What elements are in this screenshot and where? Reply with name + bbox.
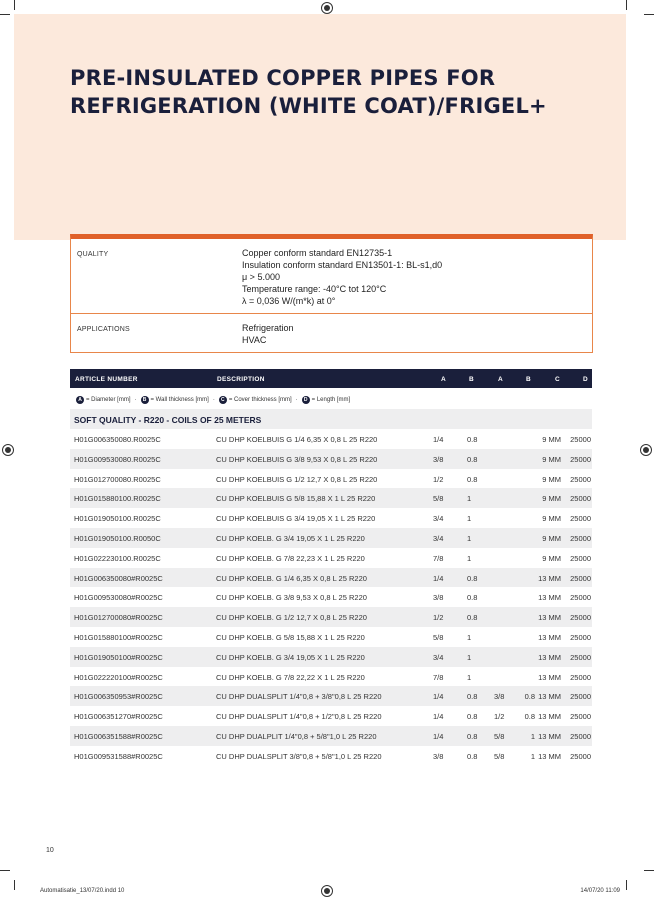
cell-diameter-a: 3/8: [433, 454, 444, 464]
cell-wall-b: 1: [467, 632, 472, 642]
header-b: B: [469, 376, 474, 383]
section-header: [70, 409, 592, 429]
cell-length-d: 25000: [570, 652, 591, 662]
cell-cover-c: 13 MM: [538, 613, 561, 623]
cell-wall-b2: 1: [530, 751, 535, 761]
slug-file-info: Automatisatie_13/07/20.indd 10: [40, 888, 125, 894]
cell-length-d: 25000: [570, 435, 591, 444]
cell-description: CU DHP KOELB. G 7/8 22,23 X 1 L 25 R220: [216, 553, 365, 563]
cell-diameter-a: 7/8: [433, 553, 444, 563]
cell-length-d: 25000: [570, 731, 591, 741]
title-banner: [14, 14, 626, 240]
cell-diameter-a2: 5/8: [494, 731, 505, 741]
cell-diameter-a: 5/8: [433, 632, 444, 642]
registration-mark-icon: [640, 444, 652, 456]
cell-wall-b: 0.8: [467, 454, 478, 464]
cell-wall-b: 0.8: [467, 731, 478, 741]
cell-wall-b: 0.8: [467, 593, 478, 603]
table-row: [70, 548, 592, 568]
table-row: [70, 488, 592, 508]
cell-cover-c: 13 MM: [538, 632, 561, 642]
crop-mark: [14, 0, 15, 10]
cell-diameter-a: 7/8: [433, 672, 444, 682]
cell-length-d: 25000: [570, 593, 591, 603]
crop-mark: [14, 880, 15, 890]
cell-description: CU DHP DUALSPLIT 1/4"0,8 + 1/2"0,8 L 25 R220: [216, 712, 382, 722]
cell-wall-b: 0.8: [467, 712, 478, 722]
cell-article-number: H01G019050100.R0050C: [74, 533, 161, 543]
cell-article-number: H01G006350080.R0025C: [74, 435, 161, 444]
cell-diameter-a: 1/4: [433, 731, 444, 741]
cell-diameter-a2: 3/8: [494, 692, 505, 702]
cell-wall-b: 1: [467, 533, 472, 543]
cell-length-d: 25000: [570, 553, 591, 563]
header-c: C: [555, 376, 560, 383]
cell-article-number: H01G009531588#R0025C: [74, 751, 163, 761]
table-row: [70, 508, 592, 528]
table-row: [70, 627, 592, 647]
header-d: D: [583, 376, 588, 383]
cell-cover-c: 9 MM: [542, 435, 561, 444]
cell-article-number: H01G022230100.R0025C: [74, 553, 161, 563]
legend-badge: A: [76, 396, 84, 404]
cell-cover-c: 9 MM: [542, 514, 561, 524]
cell-wall-b: 0.8: [467, 751, 478, 761]
cell-length-d: 25000: [570, 632, 591, 642]
cell-description: CU DHP DUALPLIT 1/4"0,8 + 5/8"1,0 L 25 R220: [216, 731, 377, 741]
quality-row: [71, 239, 592, 313]
quality-line: μ > 5.000: [242, 272, 280, 282]
page-title: [70, 64, 590, 120]
cell-description: CU DHP KOELB. G 7/8 22,22 X 1 L 25 R220: [216, 672, 365, 682]
quality-label: QUALITY: [77, 251, 109, 258]
cell-cover-c: 13 MM: [538, 751, 561, 761]
cell-article-number: H01G019050100#R0025C: [74, 652, 163, 662]
cell-length-d: 25000: [570, 573, 591, 583]
applications-line: Refrigeration: [242, 323, 294, 333]
cell-diameter-a: 1/4: [433, 692, 444, 702]
cell-length-d: 25000: [570, 751, 591, 761]
cell-description: CU DHP KOELB. G 1/2 12,7 X 0,8 L 25 R220: [216, 613, 367, 623]
cell-article-number: H01G015880100#R0025C: [74, 632, 163, 642]
cell-length-d: 25000: [570, 712, 591, 722]
table-row: [70, 528, 592, 548]
cell-length-d: 25000: [570, 474, 591, 484]
cell-length-d: 25000: [570, 494, 591, 504]
cell-description: CU DHP KOELBUIS G 1/2 12,7 X 0,8 L 25 R220: [216, 474, 378, 484]
crop-mark: [0, 14, 10, 15]
legend-text: = Diameter [mm]: [86, 397, 131, 403]
column-legend: A = Diameter [mm] · B = Wall thickness [mm] · C = Cover thickness [mm] · D = Length [mm]: [76, 396, 354, 404]
cell-diameter-a: 3/4: [433, 514, 444, 524]
cell-length-d: 25000: [570, 692, 591, 702]
header-description: DESCRIPTION: [217, 376, 265, 383]
table-row: [70, 469, 592, 489]
cell-wall-b: 0.8: [467, 435, 478, 444]
cell-cover-c: 9 MM: [542, 494, 561, 504]
registration-mark-icon: [321, 885, 333, 897]
legend-badge: D: [302, 396, 310, 404]
crop-mark: [644, 870, 654, 871]
cell-description: CU DHP KOELBUIS G 3/8 9,53 X 0,8 L 25 R220: [216, 454, 378, 464]
table-row: [70, 568, 592, 588]
cell-article-number: H01G012700080#R0025C: [74, 613, 163, 623]
applications-label: APPLICATIONS: [77, 326, 130, 333]
header-a: A: [498, 376, 503, 383]
cell-cover-c: 9 MM: [542, 553, 561, 563]
cell-description: CU DHP KOELB. G 3/4 19,05 X 1 L 25 R220: [216, 652, 365, 662]
cell-article-number: H01G009530080.R0025C: [74, 454, 161, 464]
crop-mark: [644, 14, 654, 15]
section-title: SOFT QUALITY - R220 - COILS OF 25 METERS: [74, 415, 262, 425]
cell-diameter-a: 1/4: [433, 712, 444, 722]
table-row: [70, 429, 592, 449]
table-row: [70, 587, 592, 607]
cell-description: CU DHP KOELBUIS G 1/4 6,35 X 0,8 L 25 R220: [216, 435, 378, 444]
cell-cover-c: 13 MM: [538, 672, 561, 682]
cell-wall-b2: 0.8: [524, 692, 535, 702]
cell-wall-b: 0.8: [467, 613, 478, 623]
applications-values: [242, 322, 294, 346]
table-header: [70, 369, 592, 388]
crop-mark: [626, 880, 627, 890]
crop-mark: [626, 0, 627, 10]
registration-mark-icon: [321, 2, 333, 14]
table-row: [70, 686, 592, 706]
cell-diameter-a: 1/4: [433, 435, 444, 444]
cell-cover-c: 13 MM: [538, 593, 561, 603]
table-row: [70, 726, 592, 746]
quality-line: Insulation conform standard EN13501-1: BL-s1,d0: [242, 260, 443, 270]
page-title-line: REFRIGERATION (WHITE COAT)/FRIGEL+: [70, 94, 547, 118]
cell-description: CU DHP KOELB. G 3/4 19,05 X 1 L 25 R220: [216, 533, 365, 543]
cell-diameter-a: 3/4: [433, 652, 444, 662]
registration-mark-icon: [2, 444, 14, 456]
cell-wall-b: 1: [467, 553, 472, 563]
quality-line: Copper conform standard EN12735-1: [242, 248, 393, 258]
cell-description: CU DHP DUALSPLIT 1/4"0,8 + 3/8"0,8 L 25 R220: [216, 692, 382, 702]
cell-wall-b: 1: [467, 494, 472, 504]
legend-text: = Wall thickness [mm]: [150, 397, 209, 403]
legend-text: = Cover thickness [mm]: [228, 397, 292, 403]
cell-cover-c: 9 MM: [542, 533, 561, 543]
cell-wall-b2: 1: [530, 731, 535, 741]
legend-text: = Length [mm]: [311, 397, 351, 403]
cell-diameter-a: 1/2: [433, 474, 444, 484]
cell-article-number: H01G022220100#R0025C: [74, 672, 163, 682]
cell-article-number: H01G006351588#R0025C: [74, 731, 163, 741]
cell-article-number: H01G006350080#R0025C: [74, 573, 163, 583]
cell-length-d: 25000: [570, 613, 591, 623]
cell-wall-b2: 0.8: [524, 712, 535, 722]
cell-article-number: H01G015880100.R0025C: [74, 494, 161, 504]
cell-description: CU DHP KOELB. G 1/4 6,35 X 0,8 L 25 R220: [216, 573, 367, 583]
cell-diameter-a: 3/8: [433, 751, 444, 761]
header-article: ARTICLE NUMBER: [75, 376, 138, 383]
table-row: [70, 449, 592, 469]
legend-badge: B: [141, 396, 149, 404]
table-row: [70, 667, 592, 687]
table-row: [70, 746, 592, 766]
crop-mark: [0, 870, 10, 871]
cell-wall-b: 0.8: [467, 692, 478, 702]
header-b: B: [526, 376, 531, 383]
quality-values: [242, 247, 442, 307]
cell-article-number: H01G012700080.R0025C: [74, 474, 161, 484]
cell-cover-c: 9 MM: [542, 454, 561, 464]
cell-wall-b: 1: [467, 652, 472, 662]
cell-diameter-a: 3/4: [433, 533, 444, 543]
table-row: [70, 647, 592, 667]
slug-date: 14/07/20 11:09: [580, 888, 620, 894]
cell-diameter-a: 5/8: [433, 494, 444, 504]
cell-cover-c: 13 MM: [538, 712, 561, 722]
cell-diameter-a2: 1/2: [494, 712, 505, 722]
cell-cover-c: 13 MM: [538, 652, 561, 662]
cell-article-number: H01G019050100.R0025C: [74, 514, 161, 524]
cell-description: CU DHP KOELBUIS G 5/8 15,88 X 1 L 25 R220: [216, 494, 376, 504]
cell-wall-b: 1: [467, 514, 472, 524]
quality-line: λ = 0,036 W/(m*k) at 0°: [242, 296, 336, 306]
cell-length-d: 25000: [570, 514, 591, 524]
specs-box: [70, 234, 593, 353]
cell-description: CU DHP DUALSPLIT 3/8"0,8 + 5/8"1,0 L 25 R220: [216, 751, 382, 761]
product-table: [70, 429, 592, 766]
quality-line: Temperature range: -40°C tot 120°C: [242, 284, 387, 294]
cell-wall-b: 0.8: [467, 573, 478, 583]
cell-diameter-a2: 5/8: [494, 751, 505, 761]
cell-diameter-a: 1/4: [433, 573, 444, 583]
cell-description: CU DHP KOELB. G 3/8 9,53 X 0,8 L 25 R220: [216, 593, 367, 603]
cell-length-d: 25000: [570, 672, 591, 682]
cell-diameter-a: 3/8: [433, 593, 444, 603]
cell-length-d: 25000: [570, 454, 591, 464]
applications-row: [71, 313, 592, 352]
cell-wall-b: 1: [467, 672, 472, 682]
cell-diameter-a: 1/2: [433, 613, 444, 623]
cell-article-number: H01G006350953#R0025C: [74, 692, 163, 702]
applications-line: HVAC: [242, 335, 267, 345]
legend-badge: C: [219, 396, 227, 404]
table-row: [70, 706, 592, 726]
table-row: [70, 607, 592, 627]
cell-description: CU DHP KOELBUIS G 3/4 19,05 X 1 L 25 R220: [216, 514, 376, 524]
cell-length-d: 25000: [570, 533, 591, 543]
cell-cover-c: 13 MM: [538, 573, 561, 583]
cell-article-number: H01G006351270#R0025C: [74, 712, 163, 722]
cell-article-number: H01G009530080#R0025C: [74, 593, 163, 603]
cell-cover-c: 13 MM: [538, 692, 561, 702]
cell-wall-b: 0.8: [467, 474, 478, 484]
cell-description: CU DHP KOELB. G 5/8 15,88 X 1 L 25 R220: [216, 632, 365, 642]
cell-cover-c: 13 MM: [538, 731, 561, 741]
header-a: A: [441, 376, 446, 383]
page-title-line: PRE-INSULATED COPPER PIPES FOR: [70, 66, 496, 90]
cell-cover-c: 9 MM: [542, 474, 561, 484]
page-number: 10: [46, 847, 54, 854]
